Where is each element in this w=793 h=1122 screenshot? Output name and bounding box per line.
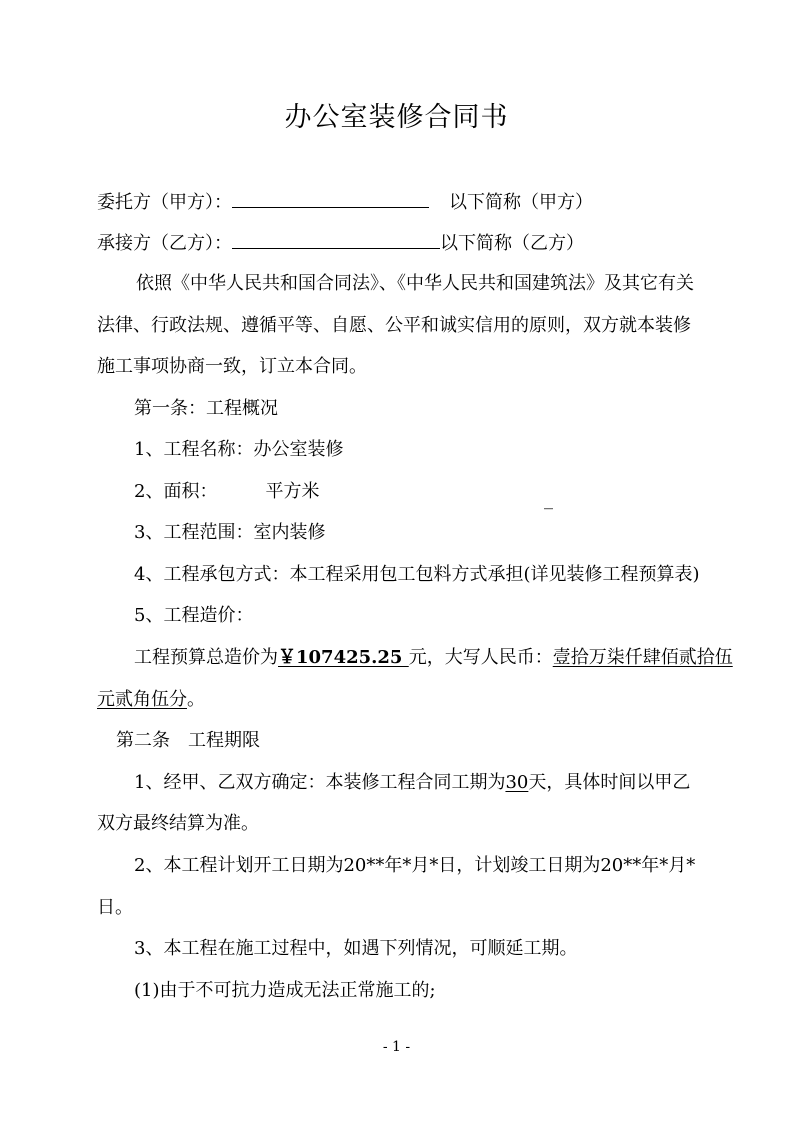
price-words-2: 元贰角伍分	[97, 689, 187, 710]
preamble-line-2: 法律、行政法规、遵循平等、自愿、公平和诚实信用的原则，双方就本装修	[97, 315, 691, 336]
item-2-label: 2、面积：	[134, 481, 218, 502]
term-1-text-end: 天，具体时间以甲乙	[528, 772, 691, 793]
item-4: 4、工程承包方式：本工程采用包工包料方式承担(详见装修工程预算表)	[134, 564, 700, 585]
item-2	[134, 480, 319, 504]
preamble-line-3: 施工事项协商一致，订立本合同。	[97, 356, 367, 377]
article-1-heading: 第一条：工程概况	[134, 398, 278, 419]
term-1	[134, 771, 690, 795]
term-2-cont: 日。	[97, 897, 133, 918]
party-a-blank	[232, 189, 429, 208]
term-1-cont: 双方最终结算为准。	[97, 813, 259, 834]
item-3: 3、工程范围：室内装修	[134, 522, 326, 543]
price-line	[134, 646, 733, 670]
article-2-heading: 第二条 工程期限	[116, 730, 260, 751]
price-mid: 元，大写人民币：	[408, 647, 553, 668]
preamble-line-1: 依照《中华人民共和国合同法》、《中华人民共和国建筑法》及其它有关	[136, 273, 694, 294]
party-a-line	[97, 189, 593, 215]
item-2-mark: _	[544, 489, 553, 510]
page-number: - 1 -	[382, 1039, 411, 1055]
term-3: 3、本工程在施工过程中，如遇下列情况，可顺延工期。	[134, 938, 578, 959]
price-amount: ￥107425.25	[278, 647, 409, 668]
term-3-1: (1)由于不可抗力造成无法正常施工的;	[134, 980, 436, 1001]
document-title: 办公室装修合同书	[284, 102, 509, 133]
party-b-blank	[232, 230, 440, 249]
price-end: 。	[187, 689, 205, 710]
price-line-2	[97, 688, 205, 712]
party-b-label: 承接方（乙方）：	[97, 233, 232, 254]
item-2-unit: 平方米	[265, 481, 320, 502]
price-prefix: 工程预算总造价为	[134, 647, 278, 668]
item-1: 1、工程名称：办公室装修	[134, 439, 344, 460]
term-1-days: 30	[505, 772, 529, 793]
term-2: 2、本工程计划开工日期为20**年*月*日，计划竣工日期为20**年*月*	[134, 855, 696, 876]
party-b-line	[97, 230, 584, 256]
term-1-text: 1、经甲、乙双方确定：本装修工程合同工期为	[134, 772, 506, 793]
party-a-suffix: 以下简称（甲方）	[449, 192, 593, 213]
party-a-label: 委托方（甲方）：	[97, 192, 232, 213]
party-b-suffix: 以下简称（乙方）	[440, 233, 584, 254]
price-words-1: 壹拾万柒仟肆佰贰拾伍	[552, 647, 733, 668]
item-5: 5、工程造价：	[134, 605, 254, 626]
